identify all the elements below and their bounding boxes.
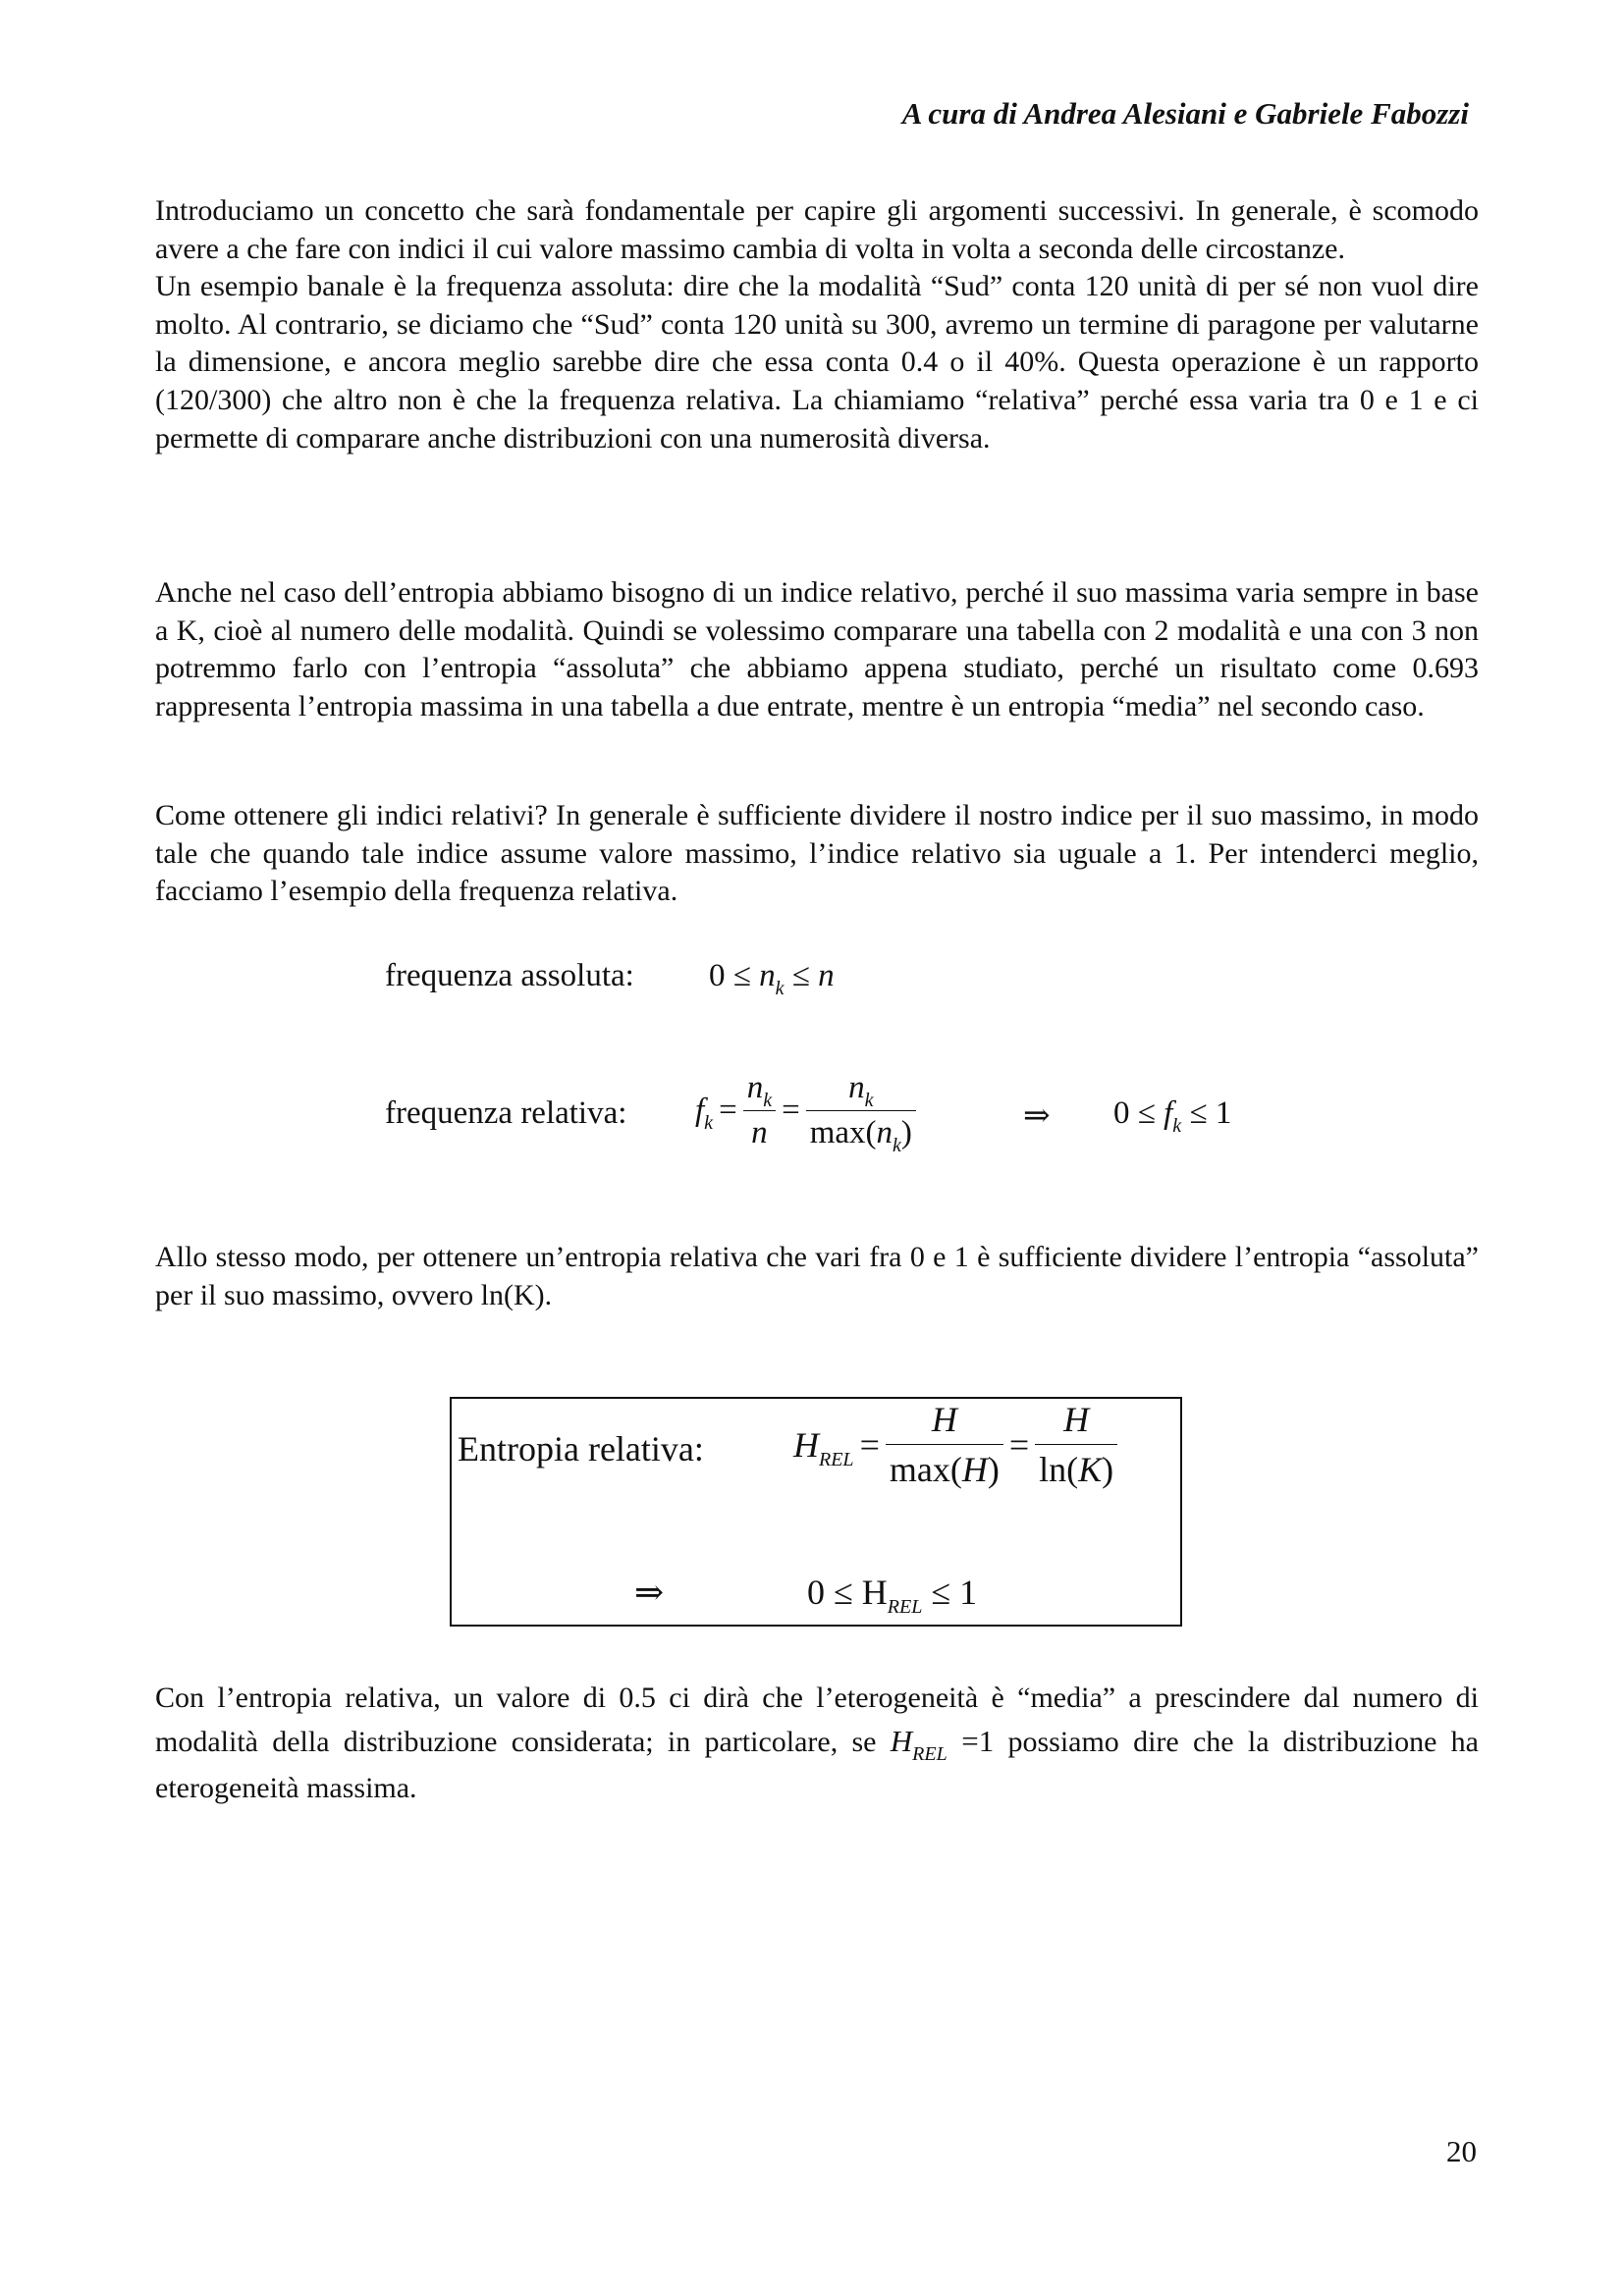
paragraph-entropy: Anche nel caso dell’entropia abbiamo bisogno di un indice relativo, perché il suo massima varia sempre in base a K, cioè al numero delle modalità. Quindi se volessimo comparare una tabella con 2 modalità e una con 3 non potremmo farlo con l’entropia “assoluta” che abbiamo appena studiato, perché un risultato come 0.693 rappresenta l’entropia massima in una tabella a due entrate, mentre è un entropia “media” nel secondo caso. — [155, 576, 1479, 722]
math-leq: ≤ — [931, 1573, 951, 1612]
math-h: H — [886, 1399, 1003, 1445]
paragraph-intro: Introduciamo un concetto che sarà fondamentale per capire gli argomenti successivi. In generale, è scomodo avere a che fare con indici il cui valore massimo cambia di volta in volta a seconda delle circostanze. — [155, 194, 1479, 265]
math-one: 1 — [1215, 1095, 1232, 1131]
math-n: n — [818, 958, 835, 993]
math-zero: 0 — [1113, 1095, 1130, 1131]
math-equals: = — [782, 1093, 800, 1128]
math-one: 1 — [978, 1724, 995, 1758]
math-f: f — [1164, 1095, 1173, 1131]
math-leq: ≤ — [834, 1573, 853, 1612]
math-f: f — [695, 1093, 705, 1128]
implies-arrow-icon: ⇒ — [634, 1573, 665, 1612]
formula-label-relative: frequenza relativa: — [385, 1095, 627, 1131]
math-leq: ≤ — [791, 958, 810, 993]
conclusion-text-end: possiamo dire che la distribuzione ha eterogeneità massima. — [155, 1726, 1479, 1804]
formula-relative-range — [1113, 1095, 1232, 1137]
math-leq: ≤ — [1189, 1095, 1208, 1131]
box-label: Entropia relativa: — [458, 1429, 704, 1468]
conclusion-text-start: Con l’entropia relativa, un valore di 0.5 ci dirà che l’eterogeneità è “media” a prescindere dal numero di modalità della distribuzione considerata; in particolare, se — [155, 1682, 1479, 1758]
math-leq: ≤ — [1137, 1095, 1156, 1131]
math-subscript-rel: REL — [887, 1596, 923, 1618]
formula-absolute-expression — [709, 958, 835, 999]
math-close-paren: ) — [987, 1450, 1000, 1489]
math-subscript-k: k — [864, 1090, 874, 1111]
text-block-relative-entropy — [155, 1239, 1479, 1314]
math-zero: 0 — [807, 1573, 825, 1612]
math-h: H — [890, 1724, 913, 1758]
page-number: 20 — [1446, 2134, 1477, 2168]
math-subscript-rel: REL — [819, 1448, 854, 1470]
math-n: n — [876, 1115, 893, 1150]
math-h: H — [793, 1424, 819, 1465]
math-subscript-k: k — [1172, 1115, 1182, 1137]
math-n: n — [746, 1070, 764, 1105]
fraction-h-over-ln — [1035, 1399, 1117, 1490]
math-equals: = — [859, 1424, 880, 1465]
relative-entropy-box — [450, 1397, 1182, 1627]
text-block-conclusion — [155, 1677, 1479, 1810]
math-max-open: max( — [889, 1450, 962, 1489]
fraction-nk-over-max — [806, 1070, 916, 1156]
math-subscript-k: k — [763, 1090, 773, 1111]
math-subscript-k: k — [704, 1112, 714, 1134]
fraction-h-over-max — [886, 1399, 1003, 1490]
math-n: n — [759, 958, 776, 993]
text-block-relative-indices — [155, 797, 1479, 911]
math-ln-open: ln( — [1039, 1450, 1079, 1489]
paragraph-relative-indices: Come ottenere gli indici relativi? In generale è sufficiente dividere il nostro indice per il suo massimo, in modo tale che quando tale indice assume valore massimo, l’indice relativo sia uguale a 1. Per intenderci meglio, facciamo l’esempio della frequenza relativa. — [155, 799, 1479, 908]
text-block-intro — [155, 192, 1479, 457]
paragraph-example: Un esempio banale è la frequenza assoluta: dire che la modalità “Sud” conta 120 unità di per sé non vuol dire molto. Al contrario, se diciamo che “Sud” conta 120 unità su 300, avremo un termine di paragone per valutarne la dimensione, e ancora meglio sarebbe dire che essa conta 0.4 o il 40%. Questa operazione è un rapporto (120/300) che altro non è che la frequenza relativa. La chiamiamo “relativa” perché essa varia tra 0 e 1 e ci permette di comparare anche distribuzioni con una numerosità diversa. — [155, 270, 1479, 454]
text-block-entropy — [155, 574, 1479, 725]
paragraph-relative-entropy: Allo stesso modo, per ottenere un’entropia relativa che vari fra 0 e 1 è sufficiente dividere l’entropia “assoluta” per il suo massimo, ovvero ln(K). — [155, 1241, 1479, 1311]
math-equals: = — [961, 1724, 979, 1758]
math-one: 1 — [959, 1573, 978, 1612]
implies-arrow-icon: ⇒ — [1023, 1098, 1051, 1134]
math-n: n — [848, 1070, 865, 1105]
math-k: K — [1078, 1450, 1103, 1489]
relative-entropy-formula — [793, 1399, 1117, 1490]
math-max-open: max( — [809, 1115, 877, 1150]
relative-entropy-range — [807, 1572, 978, 1618]
math-h: H — [1035, 1399, 1117, 1445]
formula-relative-frequency — [385, 1070, 1269, 1178]
formula-relative-expression — [695, 1070, 916, 1156]
page-header: A cura di Andrea Alesiani e Gabriele Fabozzi — [901, 96, 1469, 131]
math-subscript-k: k — [775, 978, 785, 999]
math-subscript-k: k — [893, 1135, 901, 1156]
math-subscript-rel: REL — [912, 1743, 947, 1765]
math-h: H — [861, 1573, 888, 1612]
math-close-paren: ) — [900, 1115, 912, 1150]
math-h: H — [961, 1450, 988, 1489]
math-equals: = — [719, 1093, 737, 1128]
paragraph-conclusion — [155, 1677, 1479, 1810]
math-equals: = — [1008, 1424, 1030, 1465]
fraction-nk-over-n — [743, 1070, 776, 1151]
math-zero: 0 — [709, 958, 726, 993]
math-leq: ≤ — [732, 958, 751, 993]
math-close-paren: ) — [1102, 1450, 1114, 1489]
inline-formula-hrel — [890, 1724, 995, 1765]
formula-label-absolute: frequenza assoluta: — [385, 958, 634, 993]
math-n: n — [751, 1115, 768, 1150]
